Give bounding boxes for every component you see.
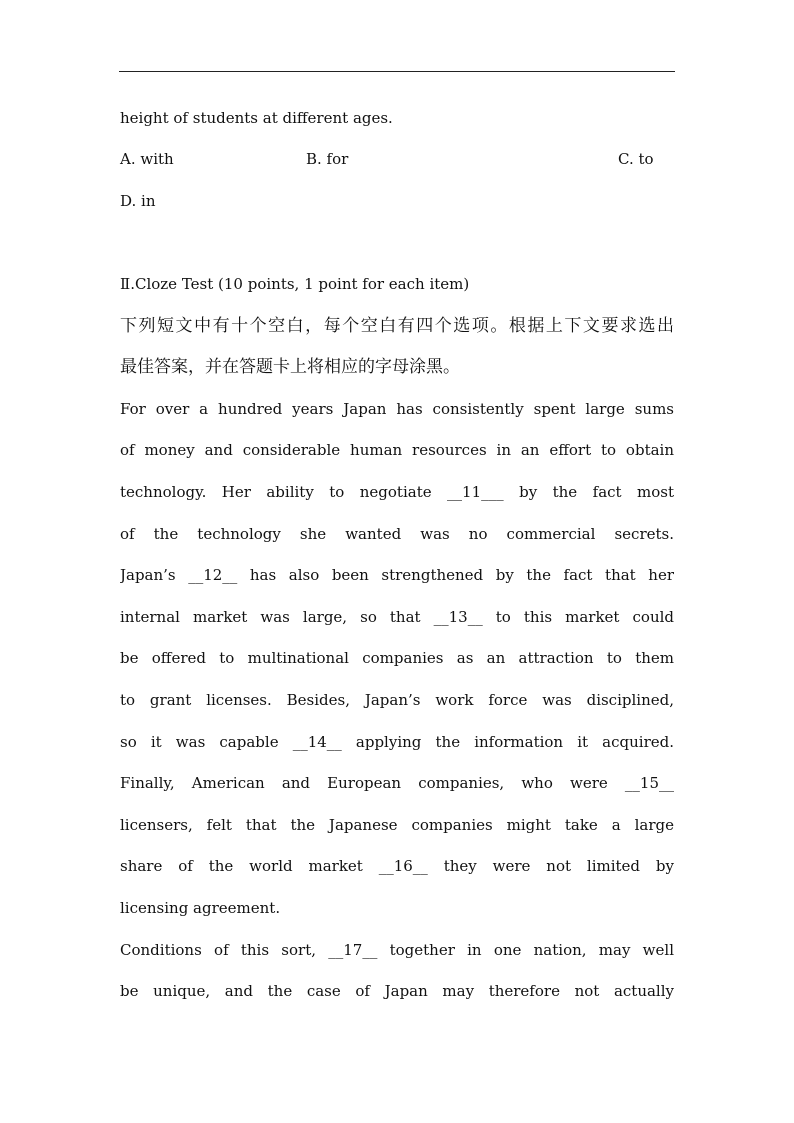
- section-title: Ⅱ.Cloze Test (10 points, 1 point for each item): [120, 275, 470, 293]
- options-row-1: [120, 147, 674, 171]
- section-instructions-line-2: 最佳答案，并在答题卡上将相应的字母涂黑。: [120, 357, 460, 377]
- passage-line: be unique, and the case of Japan may therefore not actually: [120, 982, 674, 1000]
- passage-line: of money and considerable human resources in an effort to obtain: [120, 441, 674, 459]
- passage-line: technology. Her ability to negotiate __11___ by the fact most: [120, 483, 674, 501]
- passage-line: Japan’s __12__ has also been strengthened by the fact that her: [120, 566, 674, 584]
- passage-line: so it was capable __14__ applying the information it acquired.: [120, 733, 674, 751]
- passage-line: For over a hundred years Japan has consistently spent large sums: [120, 400, 674, 418]
- passage-line: share of the world market __16__ they were not limited by: [120, 857, 674, 875]
- passage-line: of the technology she wanted was no commercial secrets.: [120, 525, 674, 543]
- passage-line: Finally, American and European companies, who were __15__: [120, 774, 674, 792]
- option-d: D. in: [120, 192, 156, 210]
- passage-line: to grant licenses. Besides, Japan’s work force was disciplined,: [120, 691, 674, 709]
- passage-line: Conditions of this sort, __17__ together in one nation, may well: [120, 941, 674, 959]
- section-instructions-line-1: 下列短文中有十个空白，每个空白有四个选项。根据上下文要求选出: [120, 316, 674, 336]
- passage-line: licensers, felt that the Japanese companies might take a large: [120, 816, 674, 834]
- passage-line: licensing agreement.: [120, 899, 281, 917]
- option-c: C. to: [618, 150, 654, 168]
- header-rule: [119, 71, 675, 72]
- option-b: B. for: [306, 150, 349, 168]
- option-a: A. with: [120, 150, 174, 168]
- question-stem-tail: height of students at different ages.: [120, 109, 393, 127]
- passage-line: be offered to multinational companies as an attraction to them: [120, 649, 674, 667]
- passage-line: internal market was large, so that __13__ to this market could: [120, 608, 674, 626]
